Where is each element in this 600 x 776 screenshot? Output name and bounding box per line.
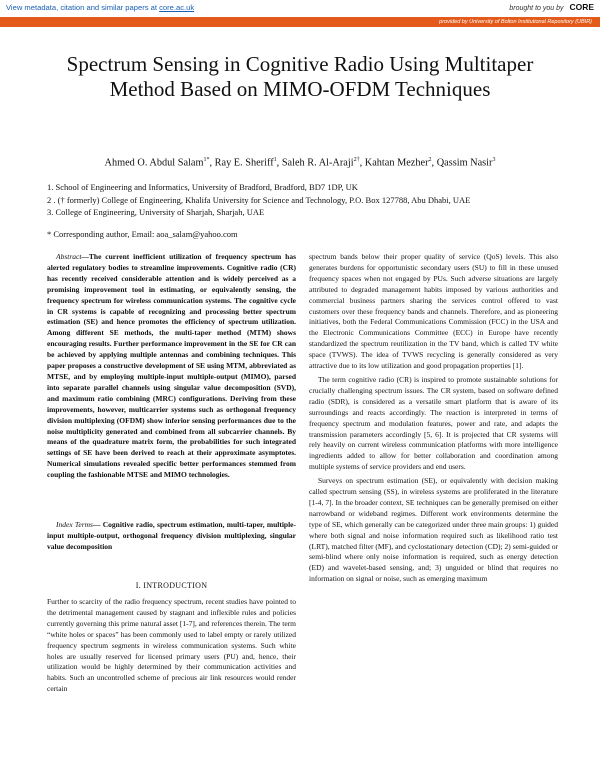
core-provided-strip (0, 17, 600, 27)
author-sup: 1 (273, 157, 277, 163)
core-link[interactable]: core.ac.uk (159, 3, 195, 12)
author-sup: 2 (428, 157, 432, 163)
author-sup: 3 (492, 157, 496, 163)
affiliation-3: 3. College of Engineering, University of Sharjah, Sharjah, UAE (47, 207, 265, 217)
core-brought-text: brought to you by (509, 5, 564, 12)
core-banner (0, 0, 600, 27)
abstract-label: Abstract (56, 252, 82, 261)
section-heading: I. INTRODUCTION (135, 581, 208, 590)
author-name: Ray E. Sheriff (214, 157, 274, 169)
core-provided-text: provided by University of Bolton Institutional Repository (UBIR) (439, 19, 592, 25)
author-name: Kahtan Mezher (364, 157, 429, 169)
right-paragraph-2: The term cognitive radio (CR) is inspired to promote sustainable solutions for crucially challenging spectrum issues. The CR system, based on software defined radio (SDR), is considered as a versatile smart platform that is aware of its surroundings and reacts accordingly. The reaction is interpreted in terms of frequency spectrum and modulation features, power and rate, and adapts the transmission parameters accordingly [5, 6]. It is projected that CR systems will rely heavily on current wireless communication platforms with more intelligence ingredients added to allow for better collaboration and coordination among multiple systems of service providers and end users. (309, 374, 558, 472)
author-name: Qassim Nasir (436, 157, 493, 169)
paper-title: Spectrum Sensing in Cognitive Radio Using Multitaper Method Based on MIMO-OFDM Techniques (66, 52, 534, 101)
corresponding-author: * Corresponding author, Email: aoa_salam@yahoo.com (47, 229, 238, 239)
right-paragraph-3: Surveys on spectrum estimation (SE), or equivalently with decision making called spectrum sensing (SS), in wireless systems are proliferated in the literature [1-4, 7]. In the broader context, SE techniques can be generally premised on either narrowband or wideband regimes. Different work environments determine the type of SE, which generally can be categorized under three main groups: 1) guided where both signal and noise information required such as likelihood ratio test (LRT), matched filter (MF), and cyclostationary detection (CD); 2) semi-guided or semi-blind where only noise information is required, such as energy detection (ED) and wavelet-based sensing, and; 3) unguided or blind that requires no information on signal or noise, such as emerging maximum (309, 476, 558, 584)
core-brand[interactable] (509, 2, 594, 12)
author-sup: 1* (203, 157, 210, 163)
core-logo[interactable]: CORE (569, 2, 594, 12)
intro-left-column (47, 597, 296, 698)
abstract (47, 252, 296, 484)
core-metadata-prefix: View metadata, citation and similar papers at (6, 3, 160, 12)
core-metadata-text (6, 3, 194, 12)
index-terms-label: Index Terms (56, 520, 93, 529)
author-sup: 2† (353, 157, 360, 163)
author-name: Saleh R. Al-Araji (281, 157, 354, 169)
affiliation-1: 1. School of Engineering and Informatics, University of Bradford, Bradford, BD7 1DP, UK (47, 182, 358, 192)
index-terms-text: — Cognitive radio, spectrum estimation, multi-taper, multiple-input multiple-output, orthogonal frequency division multiplexing, singular value decomposition (47, 520, 296, 551)
author-list: Ahmed O. Abdul Salam$^{1*}$, Ray E. Sheriff$^1$, Saleh R. Al-Araji$^{2\dagger}$, Kahtan Mezher$^2$, Qassim Nasir$^3$ (104, 157, 496, 169)
author-name: Ahmed O. Abdul Salam (104, 157, 204, 169)
right-column (309, 252, 558, 588)
intro-paragraph: Further to scarcity of the radio frequency spectrum, recent studies have pointed to the detrimental management caused by stagnant and inflexible rules and policies currently governing this prime natural asset [1-7], and references therein. The term “white holes or spaces” has been commonly used to label empty or rarely utilized frequency spectrum segments in wireless communication systems. Such white holes are usually reserved for licensed primary users (PU) and, hence, their utilization would be highly determined by their communication activities and habits. Such an uncontrolled scheme of precious air link resources would render certain (47, 597, 296, 694)
core-top-strip (0, 0, 600, 17)
right-paragraph-1: spectrum bands below their proper quality of service (QoS) levels. This also generates burdens for opportunistic secondary users (SU) to fill in these unused frequency spaces when not engaged by PUs. Such adverse situations are largely attributed to degraded management habits imposed by various authorities and commercial business partners sharing the services control offered to vast customers over these frequency bands and channels. Therefore, and as pioneering initiatives, both the Federal Communications Commission (FCC) in the USA and the Electronic Communications Committee (ECC) in Europe have recently standardized the spectrum reutilization in the TV band, which is called TV white space (TVWS). The idea of TVWS recycling is generally considered as very attractive due to its low utilization and good propagation properties [1]. (309, 252, 558, 371)
affiliation-2: 2 . († formerly) College of Engineering, Khalifa University for Science and Technology, P.O. Box 127788, Abu Dhabi, UAE (47, 195, 471, 205)
abstract-text: —The current inefficient utilization of frequency spectrum has alerted regulatory bodies to streamline improvements. Cognitive radio (CR) has recently received considerable attention and is widely perceived as a promising improvement tool in estimating, or equivalently sensing, the frequency spectrum for wireless communication systems. The cognitive cycle in CR systems is capable of recognizing and processing better spectrum estimation (SE) and hence promotes the efficiency of spectrum utilization. Among different SE methods, the multi-taper method (MTM) shows encouraging results. Further performance improvement in the SE for CR can be achieved by applying multiple antennas and combining techniques. This paper proposes a constructive development of SE using MTM, abbreviated as MTSE, and by employing multiple-input multiple-output (MIMO), parsed into separate parallel channels using singular value decomposition (SVD), and maximum ratio combining (MRC) configurations. Deriving from these improvements, however, multicarrier systems such as orthogonal frequency division multiplexing (OFDM) show inferior sensing performances due to the noise multiplicity generated and combined from all subcarrier channels. By means of the quadrature matrix form, the probabilities for such integrated settings of SE have been derived to reach at their approximate asymptotes. Numerical simulations revealed specific better performances stemmed from coupling the fashionable MTSE and MIMO technologies. (47, 252, 296, 480)
index-terms (47, 520, 296, 556)
